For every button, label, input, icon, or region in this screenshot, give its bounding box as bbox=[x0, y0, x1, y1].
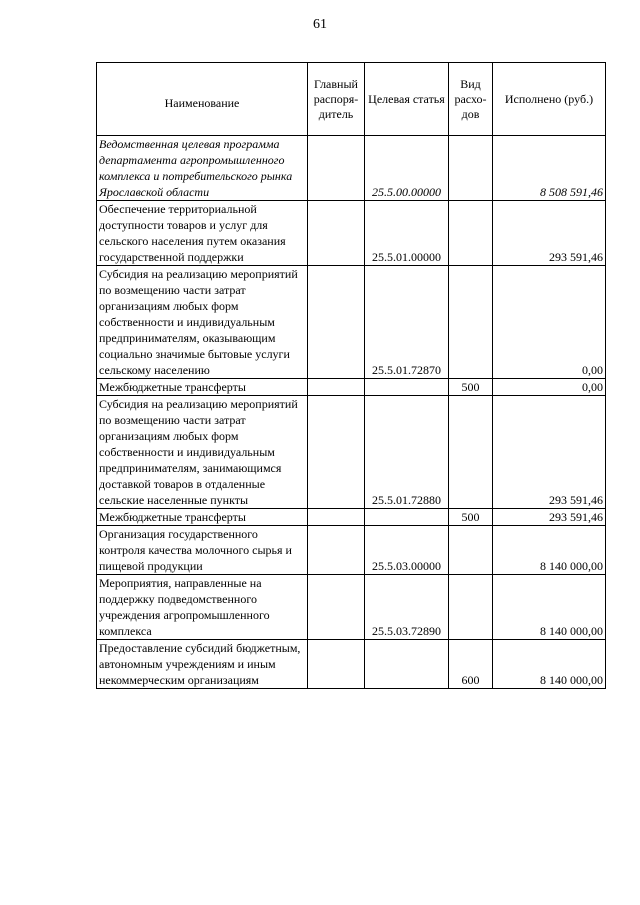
row-kind-cell bbox=[449, 575, 493, 640]
row-name-cell: Субсидия на реализацию мероприятий по возмещению части затрат организациям любых форм собственности и индивидуальным предпринимателям, занимающимся доставкой товаров в отдаленные сельские населенные пункты bbox=[97, 396, 308, 509]
row-name-cell: Предоставление субсидий бюджетным, автономным учреждениям и иным некоммерческим организациям bbox=[97, 640, 308, 689]
row-article-cell: 25.5.01.00000 bbox=[365, 201, 449, 266]
row-administrator-cell bbox=[308, 266, 365, 379]
row-article-cell bbox=[365, 640, 449, 689]
row-administrator-cell bbox=[308, 201, 365, 266]
header-kind: Вид расхо-дов bbox=[449, 63, 493, 136]
row-kind-cell: 500 bbox=[449, 379, 493, 396]
row-kind-cell bbox=[449, 266, 493, 379]
row-article-cell: 25.5.01.72870 bbox=[365, 266, 449, 379]
row-name-cell: Организация государственного контроля качества молочного сырья и пищевой продукции bbox=[97, 526, 308, 575]
table-row bbox=[97, 201, 606, 266]
table-row bbox=[97, 509, 606, 526]
header-name: Наименование bbox=[97, 63, 308, 136]
table-row bbox=[97, 379, 606, 396]
row-administrator-cell bbox=[308, 640, 365, 689]
row-name-cell: Обеспечение территориальной доступности товаров и услуг для сельского населения путем оказания государственной поддержки bbox=[97, 201, 308, 266]
row-name-cell: Межбюджетные трансферты bbox=[97, 509, 308, 526]
row-kind-cell bbox=[449, 396, 493, 509]
table-row bbox=[97, 266, 606, 379]
row-kind-cell bbox=[449, 526, 493, 575]
row-article-cell: 25.5.03.72890 bbox=[365, 575, 449, 640]
row-administrator-cell bbox=[308, 379, 365, 396]
row-amount-cell: 0,00 bbox=[493, 379, 606, 396]
row-amount-cell: 293 591,46 bbox=[493, 509, 606, 526]
row-amount-cell: 293 591,46 bbox=[493, 201, 606, 266]
table-row bbox=[97, 575, 606, 640]
row-name-cell: Субсидия на реализацию мероприятий по возмещению части затрат организациям любых форм собственности и индивидуальным предпринимателям, оказывающим социально значимые бытовые услуги сельскому населению bbox=[97, 266, 308, 379]
table-body bbox=[97, 136, 606, 689]
row-amount-cell: 0,00 bbox=[493, 266, 606, 379]
row-kind-cell: 600 bbox=[449, 640, 493, 689]
row-amount-cell: 8 140 000,00 bbox=[493, 526, 606, 575]
row-name-cell: Межбюджетные трансферты bbox=[97, 379, 308, 396]
row-kind-cell: 500 bbox=[449, 509, 493, 526]
budget-execution-table bbox=[96, 62, 606, 689]
row-administrator-cell bbox=[308, 396, 365, 509]
row-administrator-cell bbox=[308, 575, 365, 640]
table-header-row bbox=[97, 63, 606, 136]
row-article-cell bbox=[365, 379, 449, 396]
row-amount-cell: 8 140 000,00 bbox=[493, 575, 606, 640]
row-kind-cell bbox=[449, 201, 493, 266]
row-amount-cell: 8 508 591,46 bbox=[493, 136, 606, 201]
row-administrator-cell bbox=[308, 526, 365, 575]
row-article-cell: 25.5.00.00000 bbox=[365, 136, 449, 201]
row-kind-cell bbox=[449, 136, 493, 201]
row-article-cell bbox=[365, 509, 449, 526]
row-name-cell: Мероприятия, направленные на поддержку подведомственного учреждения агропромышленного комплекса bbox=[97, 575, 308, 640]
row-name-cell: Ведомственная целевая программа департамента агропромышленного комплекса и потребительского рынка Ярославской области bbox=[97, 136, 308, 201]
row-administrator-cell bbox=[308, 136, 365, 201]
header-article: Целевая статья bbox=[365, 63, 449, 136]
page-number: 61 bbox=[313, 17, 327, 32]
row-article-cell: 25.5.01.72880 bbox=[365, 396, 449, 509]
table-row bbox=[97, 136, 606, 201]
header-administrator: Главный распоря-дитель bbox=[308, 63, 365, 136]
header-amount: Исполнено (руб.) bbox=[493, 63, 606, 136]
row-article-cell: 25.5.03.00000 bbox=[365, 526, 449, 575]
row-amount-cell: 8 140 000,00 bbox=[493, 640, 606, 689]
table-row bbox=[97, 640, 606, 689]
table-row bbox=[97, 396, 606, 509]
row-amount-cell: 293 591,46 bbox=[493, 396, 606, 509]
row-administrator-cell bbox=[308, 509, 365, 526]
table-row bbox=[97, 526, 606, 575]
